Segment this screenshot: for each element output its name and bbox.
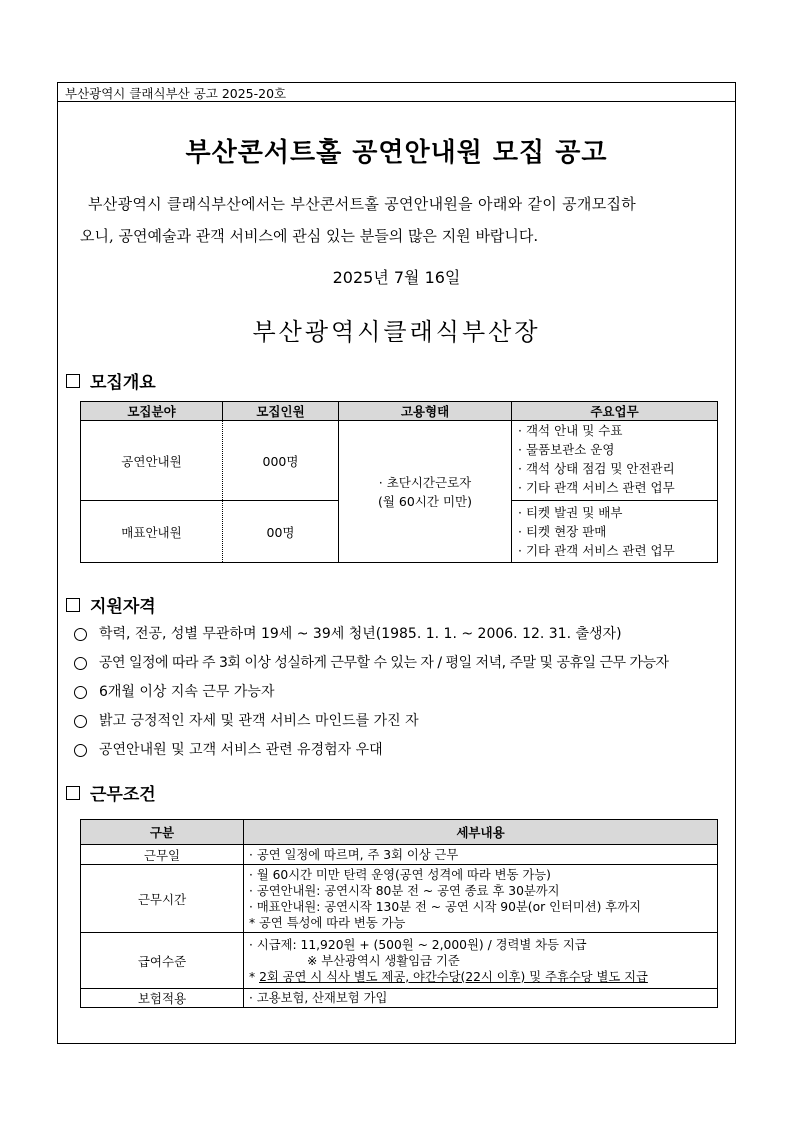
label-cell: 근무시간 [81,865,244,933]
list-item: 6개월 이상 지속 근무 가능자 [74,680,669,709]
field-cell: 공연안내원 [81,421,223,501]
intro-line-2: 오니, 공연예술과 관객 서비스에 관심 있는 분들의 많은 지원 바랍니다. [80,227,539,245]
label-cell: 급여수준 [81,933,244,989]
notice-date: 2025년 7월 16일 [332,268,461,287]
list-item: 공연안내원 및 고객 서비스 관련 유경험자 우대 [74,738,669,767]
circle-bullet-icon [74,715,87,728]
detail-cell: · 고용보험, 산재보험 가입 [244,989,718,1008]
label-cell: 보험적용 [81,989,244,1008]
label-cell: 근무일 [81,845,244,865]
duties-cell: · 티켓 발권 및 배부 · 티켓 현장 판매 · 기타 관객 서비스 관련 업무 [512,501,718,563]
detail-cell: · 공연 일정에 따르며, 주 3회 이상 근무 [244,845,718,865]
header-divider [57,101,736,102]
checkbox-square-icon [66,786,80,800]
intro-paragraph [80,188,720,252]
checkbox-square-icon [66,598,80,612]
issuer-name: 부산광역시클래식부산장 [252,318,541,346]
notice-number: 부산광역시 클래식부산 공고 2025-20호 [65,86,287,101]
detail-cell: · 시급제: 11,920원 + (500원 ~ 2,000원) / 경력별 차등 지급 ※ 부산광역시 생활임금 기준 * 2회 공연 시 식사 별도 제공, 야간수당(22시 이후) 및 주휴수당 별도 지급 [244,933,718,989]
table-header: 구분 [81,820,244,845]
circle-bullet-icon [74,686,87,699]
page-title: 부산콘서트홀 공연안내원 모집 공고 [185,138,608,168]
overview-table [80,401,718,563]
count-cell: 000명 [223,421,339,501]
table-header: 주요업무 [512,402,718,421]
table-header: 모집분야 [81,402,223,421]
intro-line-1: 부산광역시 클래식부산에서는 부산콘서트홀 공연안내원을 아래와 같이 공개모집하 [88,195,637,213]
table-header: 세부내용 [244,820,718,845]
table-header: 모집인원 [223,402,339,421]
table-row [81,845,718,865]
circle-bullet-icon [74,628,87,641]
circle-bullet-icon [74,657,87,670]
detail-cell: · 월 60시간 미만 탄력 운영(공연 성격에 따라 변동 가능) · 공연안내원: 공연시작 80분 전 ~ 공연 종료 후 30분까지 · 매표안내원: 공연시작 130분 전 ~ 공연 시작 90분(or 인터미션) 후까지 * 공연 특성에 따라 변동 가능 [244,865,718,933]
duties-cell: · 객석 안내 및 수표 · 물품보관소 운영 · 객석 상태 점검 및 안전관리 · 기타 관객 서비스 관련 업무 [512,421,718,501]
count-cell: 00명 [223,501,339,563]
list-item: 공연 일정에 따라 주 3회 이상 성실하게 근무할 수 있는 자 / 평일 저녁, 주말 및 공휴일 근무 가능자 [74,651,669,680]
table-row [81,933,718,989]
table-row [81,865,718,933]
section-conditions-heading: 근무조건 [66,780,156,805]
list-item: 밝고 긍정적인 자세 및 관객 서비스 마인드를 가진 자 [74,709,669,738]
table-row [81,989,718,1008]
table-row [81,421,718,501]
section-overview-heading: 모집개요 [66,368,156,393]
circle-bullet-icon [74,744,87,757]
list-item: 학력, 전공, 성별 무관하며 19세 ~ 39세 청년(1985. 1. 1. ~ 2006. 12. 31. 출생자) [74,622,669,651]
section-qualifications-heading: 지원자격 [66,592,156,617]
qualifications-list [74,622,669,767]
field-cell: 매표안내원 [81,501,223,563]
table-header: 고용형태 [339,402,512,421]
employment-cell: · 초단시간근로자 (월 60시간 미만) [339,421,512,563]
checkbox-square-icon [66,374,80,388]
conditions-table [80,819,718,1008]
